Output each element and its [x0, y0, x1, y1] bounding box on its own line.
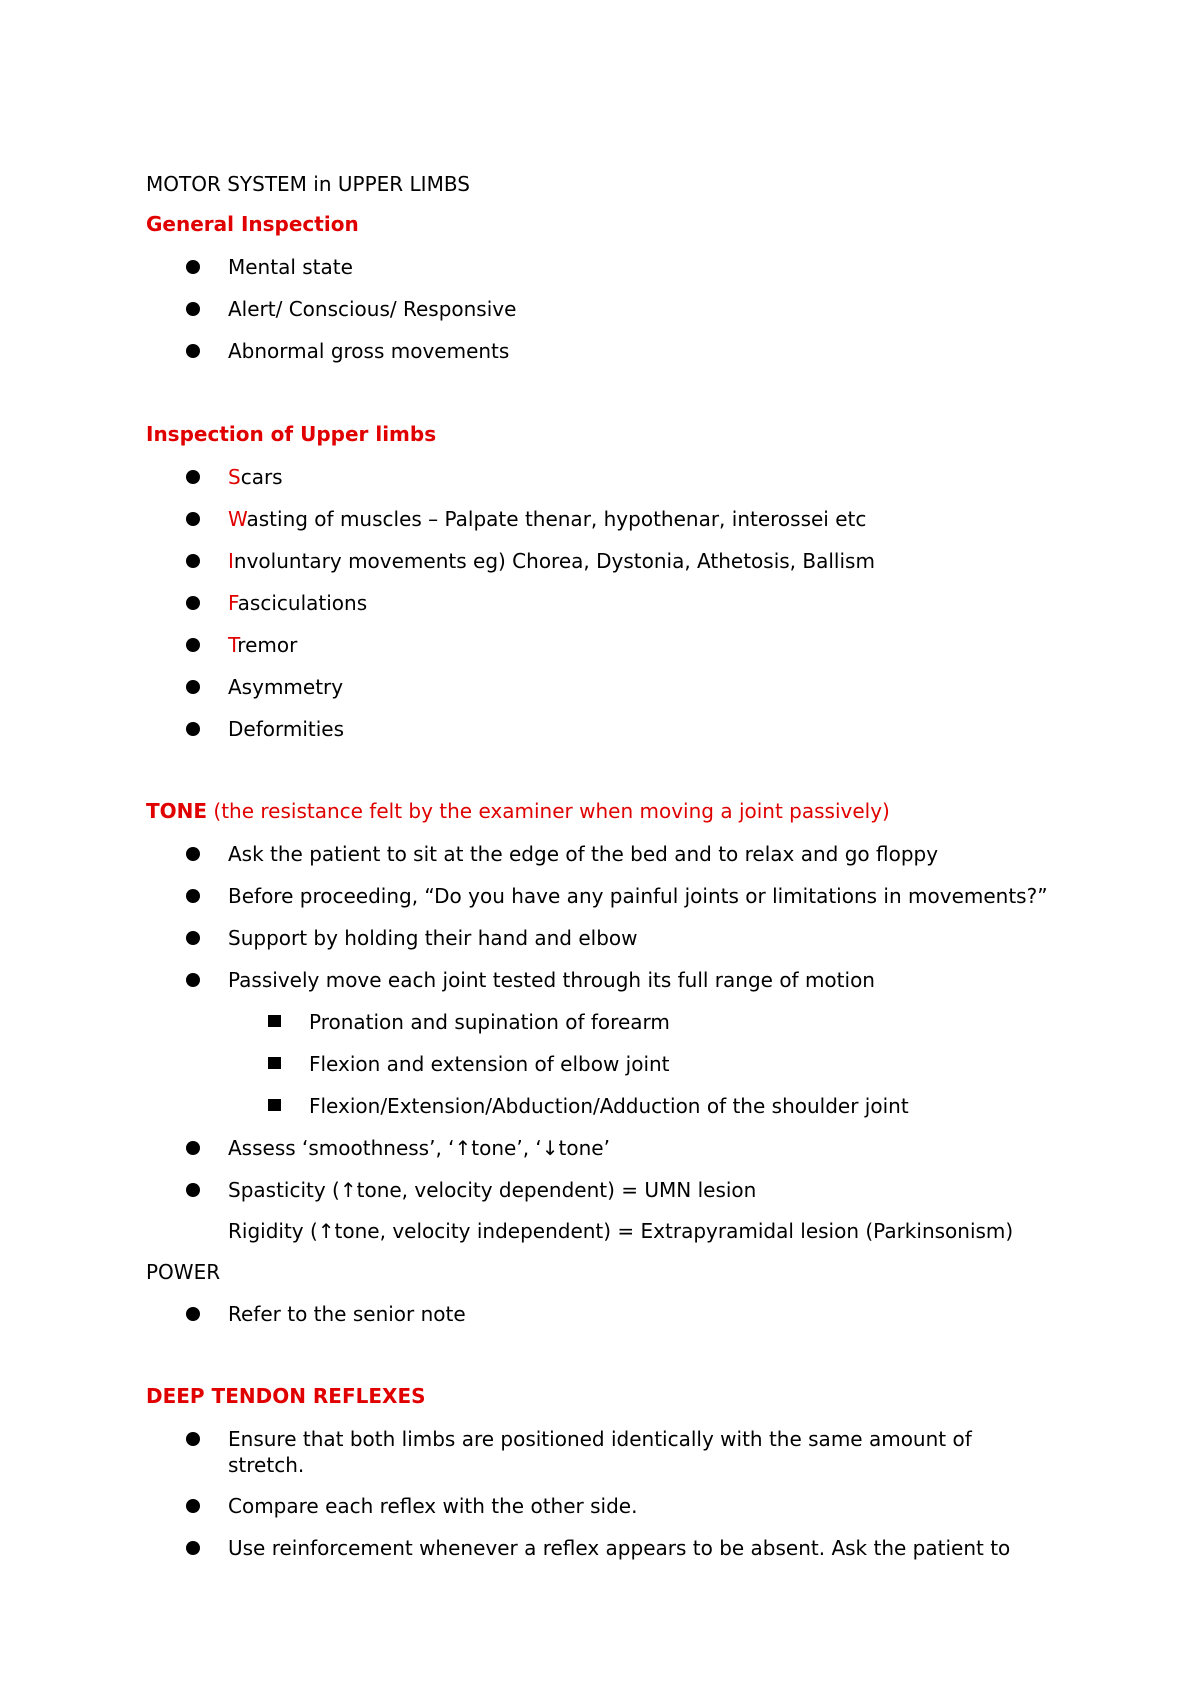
list-item-text: Deformities	[228, 717, 345, 741]
bullet-icon	[186, 680, 200, 694]
tone-heading: TONE	[146, 799, 208, 823]
mnemonic-letter: T	[228, 633, 238, 657]
list-item	[228, 590, 1068, 616]
sub-list-item: Flexion and extension of elbow joint	[309, 1052, 670, 1076]
bullet-icon	[186, 596, 200, 610]
square-bullet-icon	[268, 1057, 281, 1069]
tone-definition: (the resistance felt by the examiner when moving a joint passively)	[207, 799, 890, 823]
bullet-icon	[186, 722, 200, 736]
bullet-icon	[186, 1183, 200, 1197]
list-item: Support by holding their hand and elbow	[228, 926, 638, 950]
sub-list-item: Pronation and supination of forearm	[309, 1010, 670, 1034]
bullet-icon	[186, 1432, 200, 1446]
list-item-text: cars	[240, 465, 283, 489]
list-item	[228, 716, 1068, 742]
square-bullet-icon	[268, 1099, 281, 1111]
list-item	[228, 674, 1068, 700]
list-item-text: nvoluntary movements eg) Chorea, Dystonia, Athetosis, Ballism	[233, 549, 875, 573]
bullet-icon	[186, 260, 200, 274]
list-item: Abnormal gross movements	[228, 339, 510, 363]
continuation-line: Rigidity (↑tone, velocity independent) = Extrapyramidal lesion (Parkinsonism)	[228, 1219, 1014, 1243]
list-item-text: asting of muscles – Palpate thenar, hypothenar, interossei etc	[246, 507, 867, 531]
bullet-icon	[186, 638, 200, 652]
bullet-icon	[186, 344, 200, 358]
list-item: Compare each reflex with the other side.	[228, 1494, 638, 1518]
sub-list-item: Flexion/Extension/Abduction/Adduction of the shoulder joint	[309, 1094, 909, 1118]
power-heading: POWER	[146, 1260, 221, 1284]
square-bullet-icon	[268, 1015, 281, 1027]
bullet-icon	[186, 1499, 200, 1513]
bullet-icon	[186, 1141, 200, 1155]
list-item: Refer to the senior note	[228, 1302, 466, 1326]
list-item: Use reinforcement whenever a reflex appears to be absent. Ask the patient to	[228, 1536, 1011, 1560]
list-item: Before proceeding, “Do you have any painful joints or limitations in movements?”	[228, 884, 1048, 908]
bullet-icon	[186, 1541, 200, 1555]
upper-limbs-heading: Inspection of Upper limbs	[146, 422, 437, 446]
mnemonic-letter: W	[228, 507, 247, 531]
list-item: Ensure that both limbs are positioned identically with the same amount of stretch.	[228, 1427, 972, 1477]
list-item: Assess ‘smoothness’, ‘↑tone’, ‘↓tone’	[228, 1136, 610, 1160]
document-title: MOTOR SYSTEM in UPPER LIMBS	[146, 172, 470, 196]
bullet-icon	[186, 847, 200, 861]
bullet-icon	[186, 1307, 200, 1321]
bullet-icon	[186, 889, 200, 903]
bullet-icon	[186, 973, 200, 987]
list-item-text: remor	[237, 633, 298, 657]
bullet-icon	[186, 302, 200, 316]
list-item: Alert/ Conscious/ Responsive	[228, 297, 517, 321]
list-item	[228, 548, 1068, 574]
list-item-text: Asymmetry	[228, 675, 344, 699]
bullet-icon	[186, 512, 200, 526]
list-item-text: asciculations	[237, 591, 368, 615]
general-inspection-heading: General Inspection	[146, 212, 359, 236]
dtr-heading: DEEP TENDON REFLEXES	[146, 1384, 426, 1408]
mnemonic-letter: F	[228, 591, 238, 615]
mnemonic-letter: I	[228, 549, 234, 573]
list-item	[228, 464, 1068, 490]
list-item	[228, 506, 1068, 532]
list-item	[228, 632, 1068, 658]
list-item: Mental state	[228, 255, 353, 279]
list-item: Ask the patient to sit at the edge of the bed and to relax and go floppy	[228, 842, 939, 866]
mnemonic-letter: S	[228, 465, 241, 489]
list-item: Spasticity (↑tone, velocity dependent) = UMN lesion	[228, 1178, 757, 1202]
bullet-icon	[186, 931, 200, 945]
list-item: Passively move each joint tested through its full range of motion	[228, 968, 875, 992]
bullet-icon	[186, 470, 200, 484]
tone-heading-line	[146, 798, 890, 824]
bullet-icon	[186, 554, 200, 568]
